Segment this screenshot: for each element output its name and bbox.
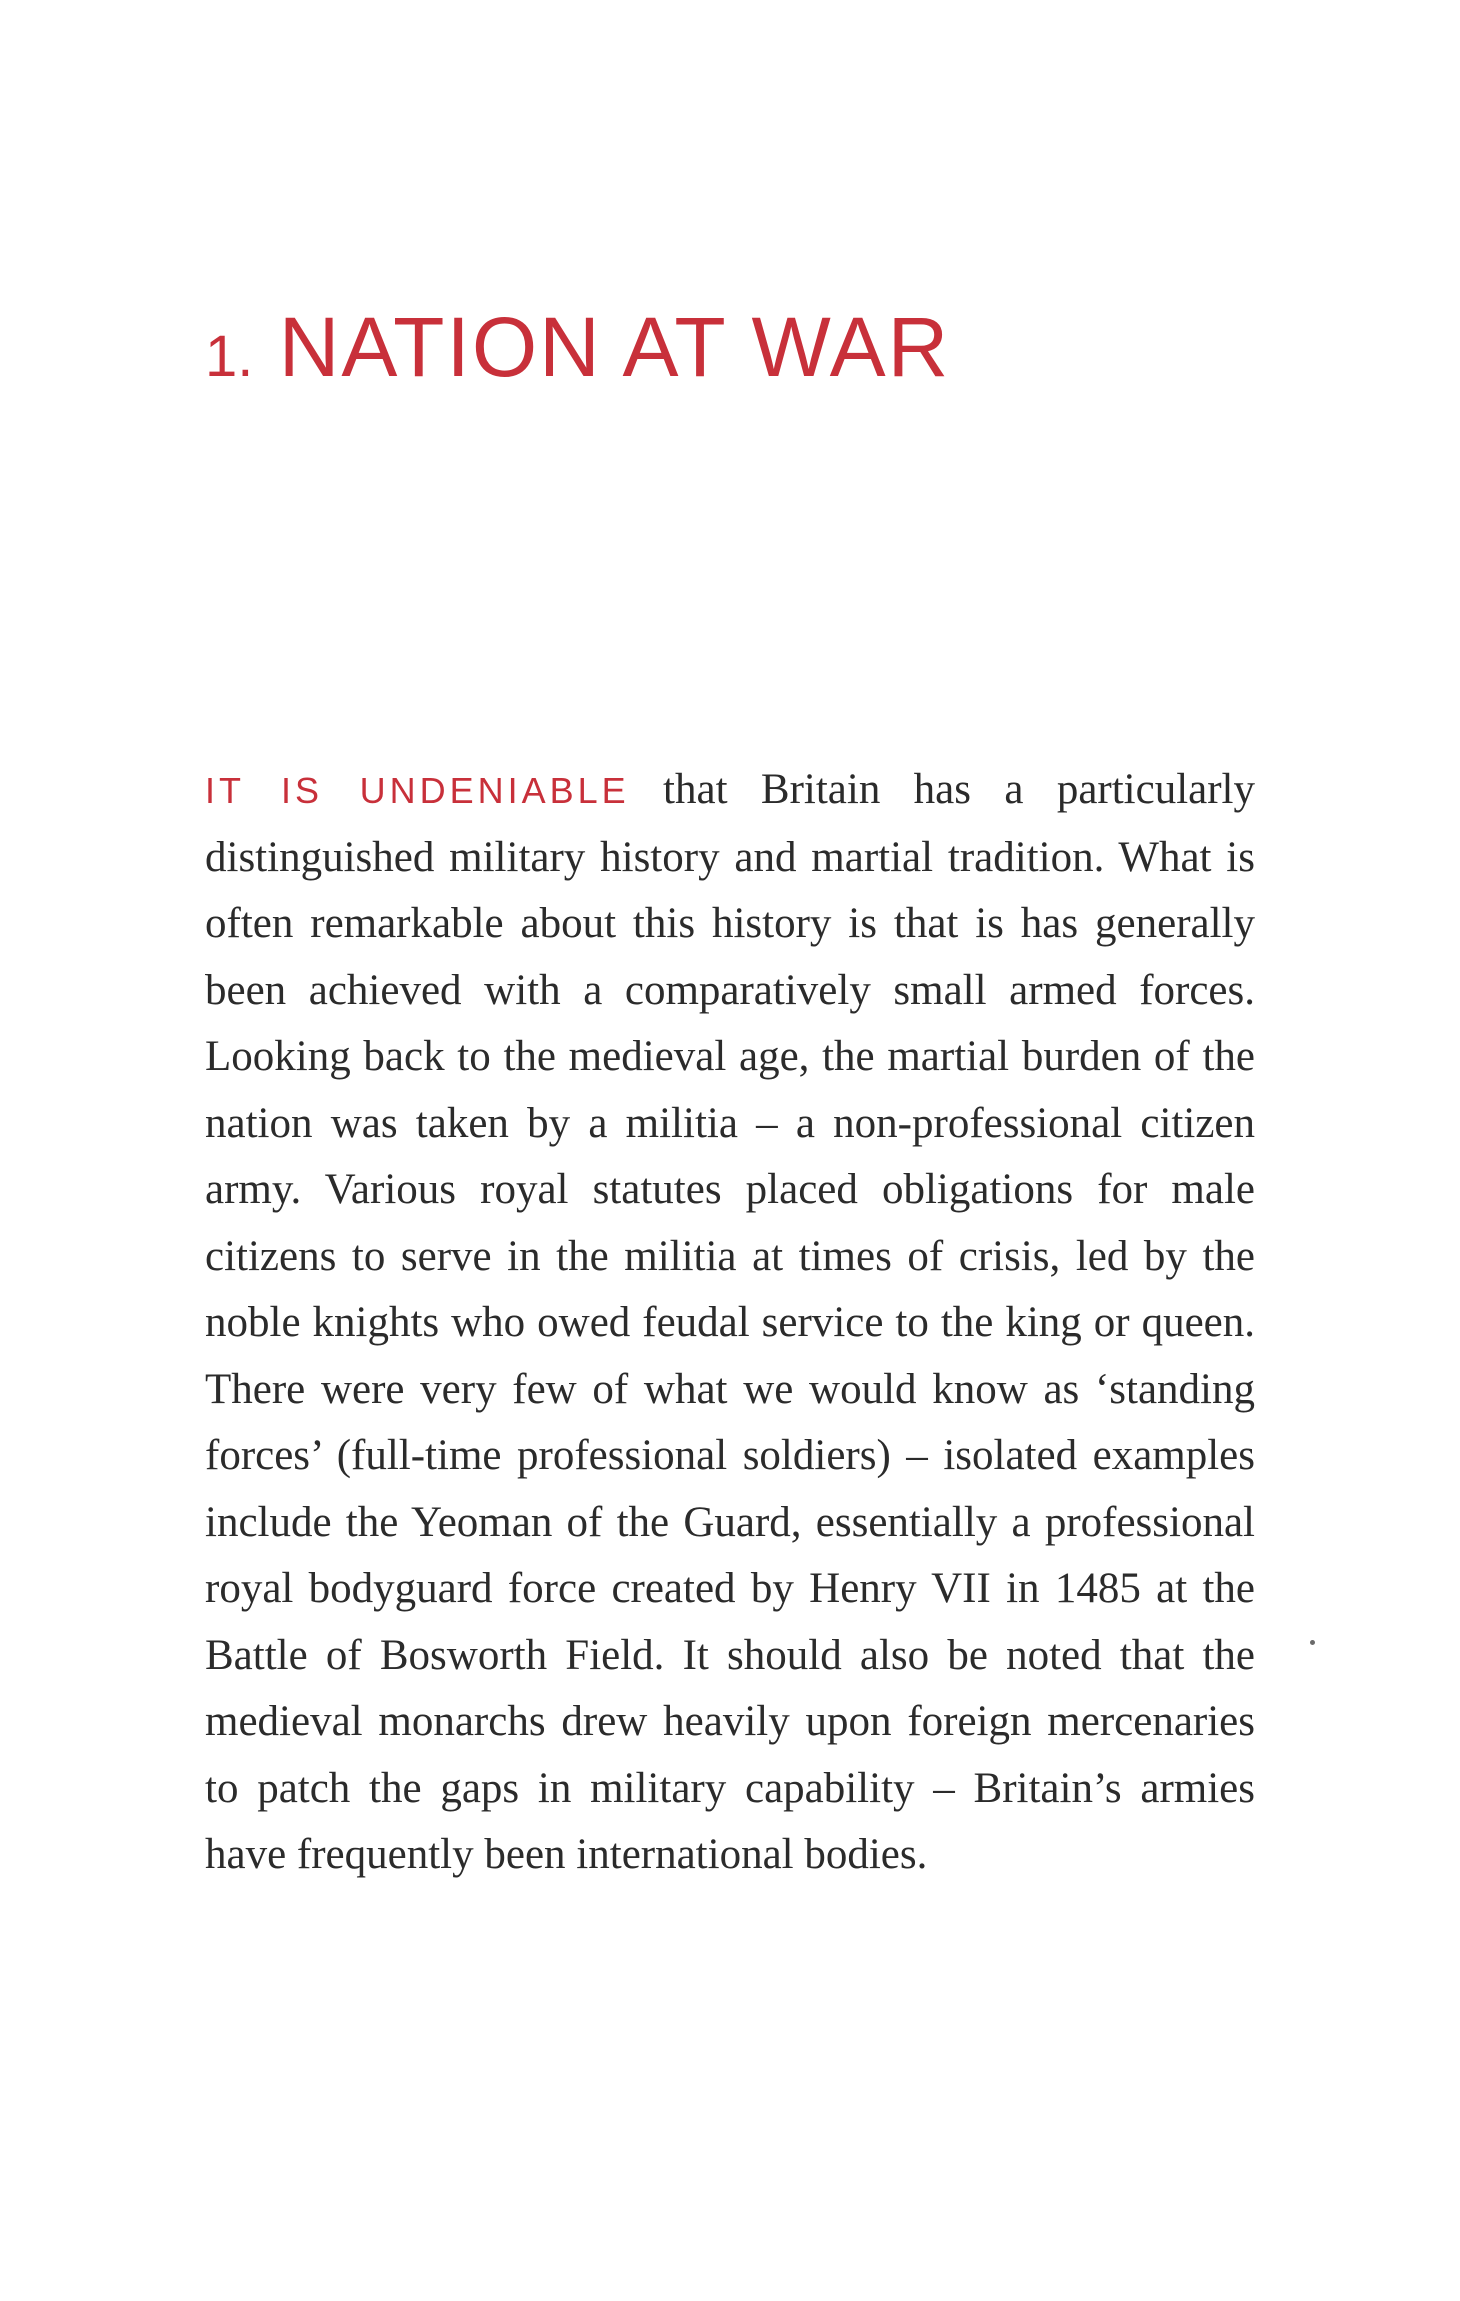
body-text: that Britain has a particularly distinguished military history and martial tradition. What is often remarkable about this history is that is has generally been achieved with a comparatively small armed forces. Looking back to the medieval age, the martial burden of the nation was taken by a militia – a non-professional citizen army. Various royal statutes placed obligations for male citizens to serve in the militia at times of crisis, led by the noble knights who owed feudal service to the king or queen. There were very few of what we would know as ‘standing forces’ (full-time professional soldiers) – isolated examples include the Yeoman of the Guard, essentially a professional royal bodyguard force created by Henry VII in 1485 at the Battle of Bosworth Field. It should also be noted that the medieval monarchs drew heavily upon foreign mercenaries to patch the gaps in military capability – Britain’s armies have frequently been international bodies. — [205, 766, 1256, 1878]
chapter-number: 1. — [205, 324, 254, 389]
chapter-heading — [205, 300, 951, 394]
scan-speck — [1310, 1640, 1315, 1645]
chapter-title: NATION AT WAR — [278, 300, 951, 394]
body-paragraph — [205, 757, 1255, 1889]
lead-in-small-caps: IT IS UNDENIABLE — [205, 770, 630, 811]
